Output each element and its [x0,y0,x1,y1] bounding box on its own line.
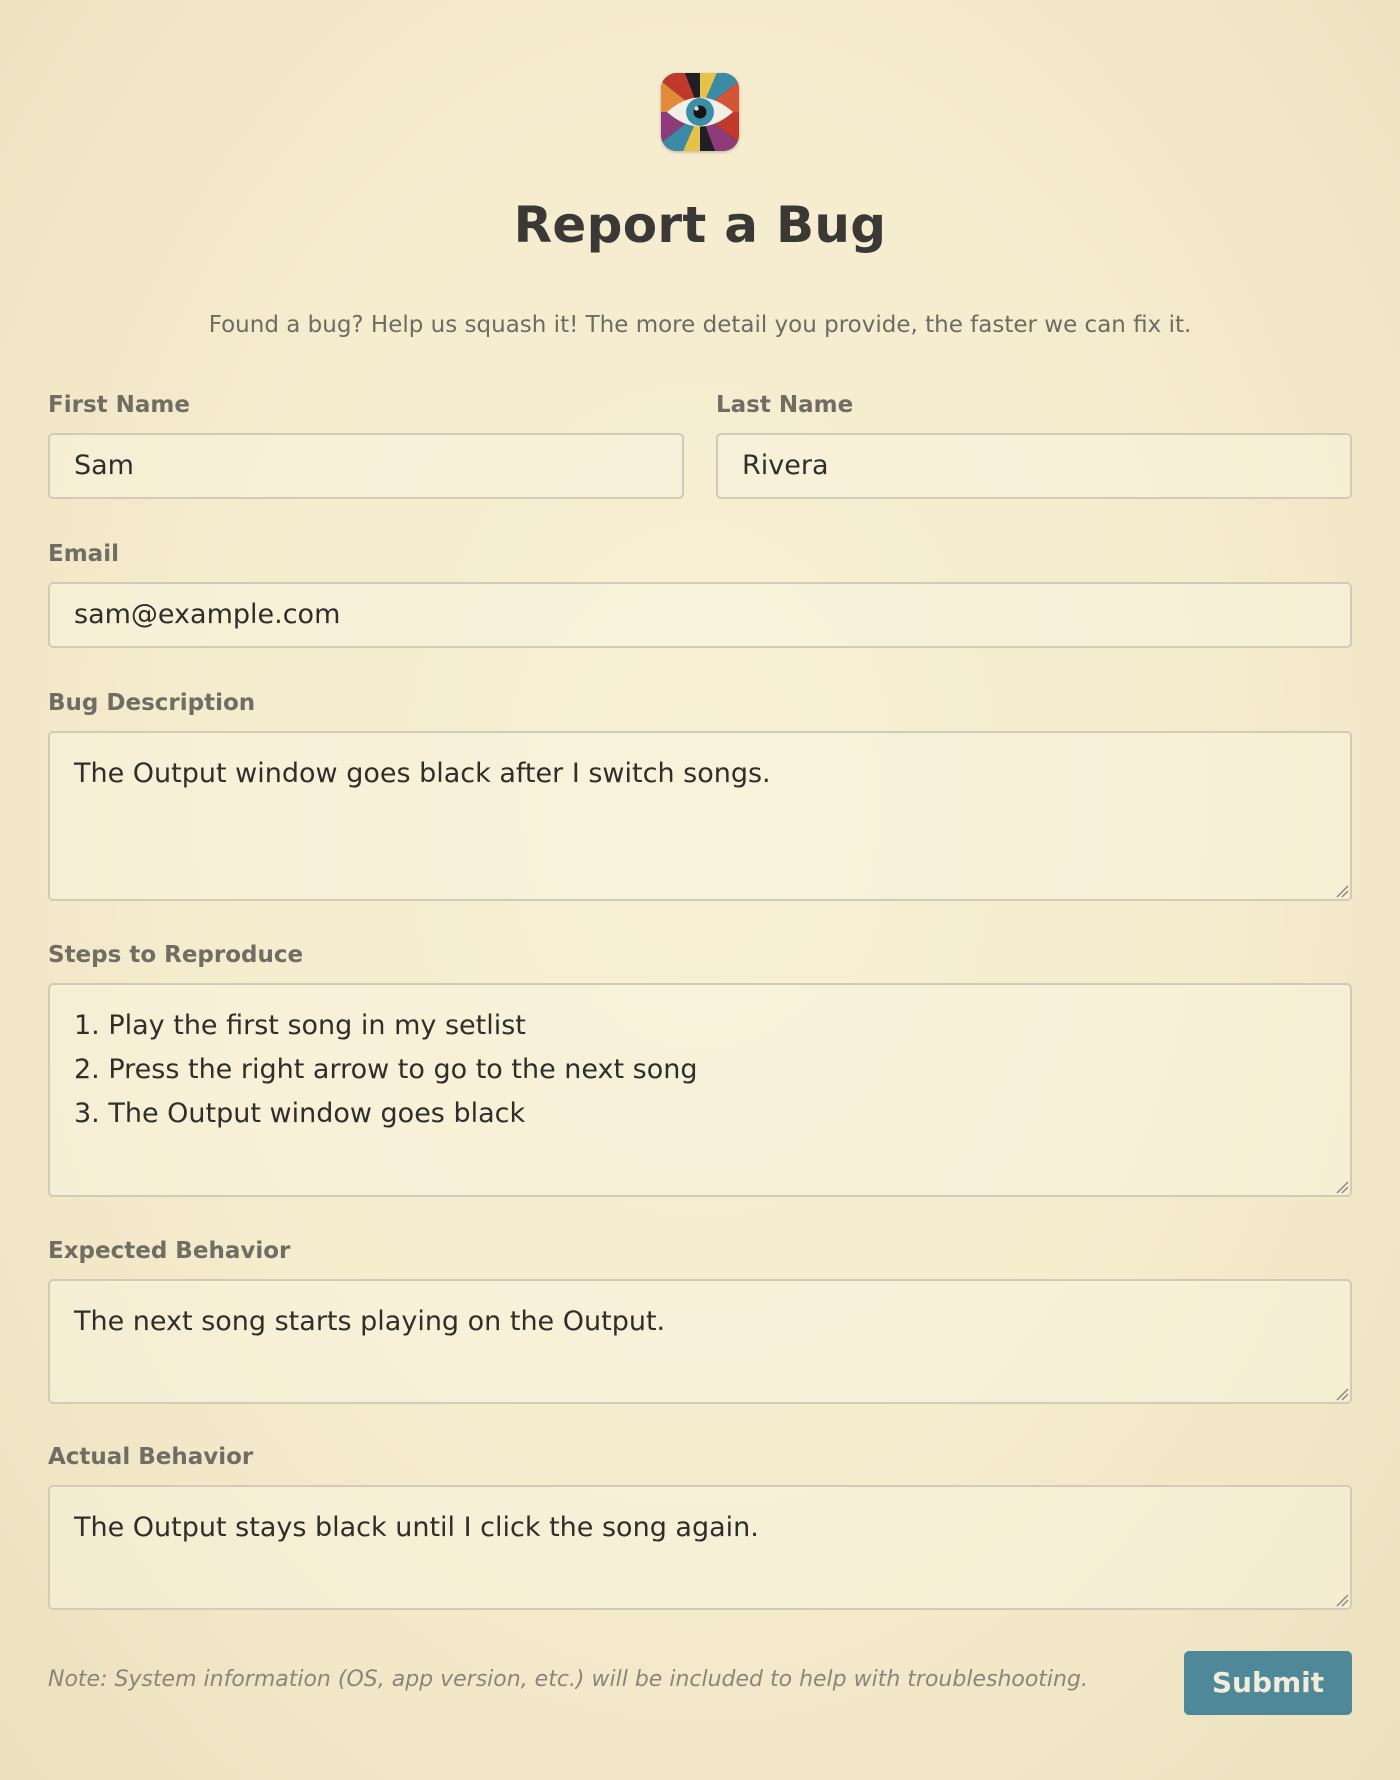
resize-handle-icon[interactable] [1335,1180,1349,1194]
email-input[interactable]: sam@example.com [48,582,1352,648]
actual-wrapper [48,1485,1352,1610]
email-label: Email [48,541,119,567]
first-name-input[interactable]: Sam [48,433,684,499]
resize-handle-icon[interactable] [1335,1593,1349,1607]
bug-description-wrapper [48,731,1352,901]
resize-handle-icon[interactable] [1335,884,1349,898]
expected-label: Expected Behavior [48,1238,291,1264]
bug-report-page [48,0,1352,1780]
steps-textarea[interactable]: 1. Play the first song in my setlist 2. Press the right arrow to go to the next song 3. The Output window goes black [48,983,1352,1197]
submit-button[interactable]: Submit [1184,1651,1352,1715]
steps-wrapper [48,983,1352,1197]
expected-textarea[interactable]: The next song starts playing on the Output. [48,1279,1352,1404]
resize-handle-icon[interactable] [1335,1387,1349,1401]
steps-label: Steps to Reproduce [48,942,304,968]
last-name-label: Last Name [716,392,854,418]
actual-textarea[interactable]: The Output stays black until I click the song again. [48,1485,1352,1610]
system-info-note: Note: System information (OS, app version, etc.) will be included to help with troubleshooting. [48,1667,1088,1692]
eye-icon [661,73,739,151]
expected-wrapper [48,1279,1352,1404]
first-name-label: First Name [48,392,190,418]
bug-description-textarea[interactable]: The Output window goes black after I switch songs. [48,731,1352,901]
last-name-input[interactable]: Rivera [716,433,1352,499]
page-subtitle: Found a bug? Help us squash it! The more detail you provide, the faster we can fix it. [208,312,1192,338]
bug-description-label: Bug Description [48,690,256,716]
page-title: Report a Bug [513,196,887,254]
actual-label: Actual Behavior [48,1444,254,1470]
